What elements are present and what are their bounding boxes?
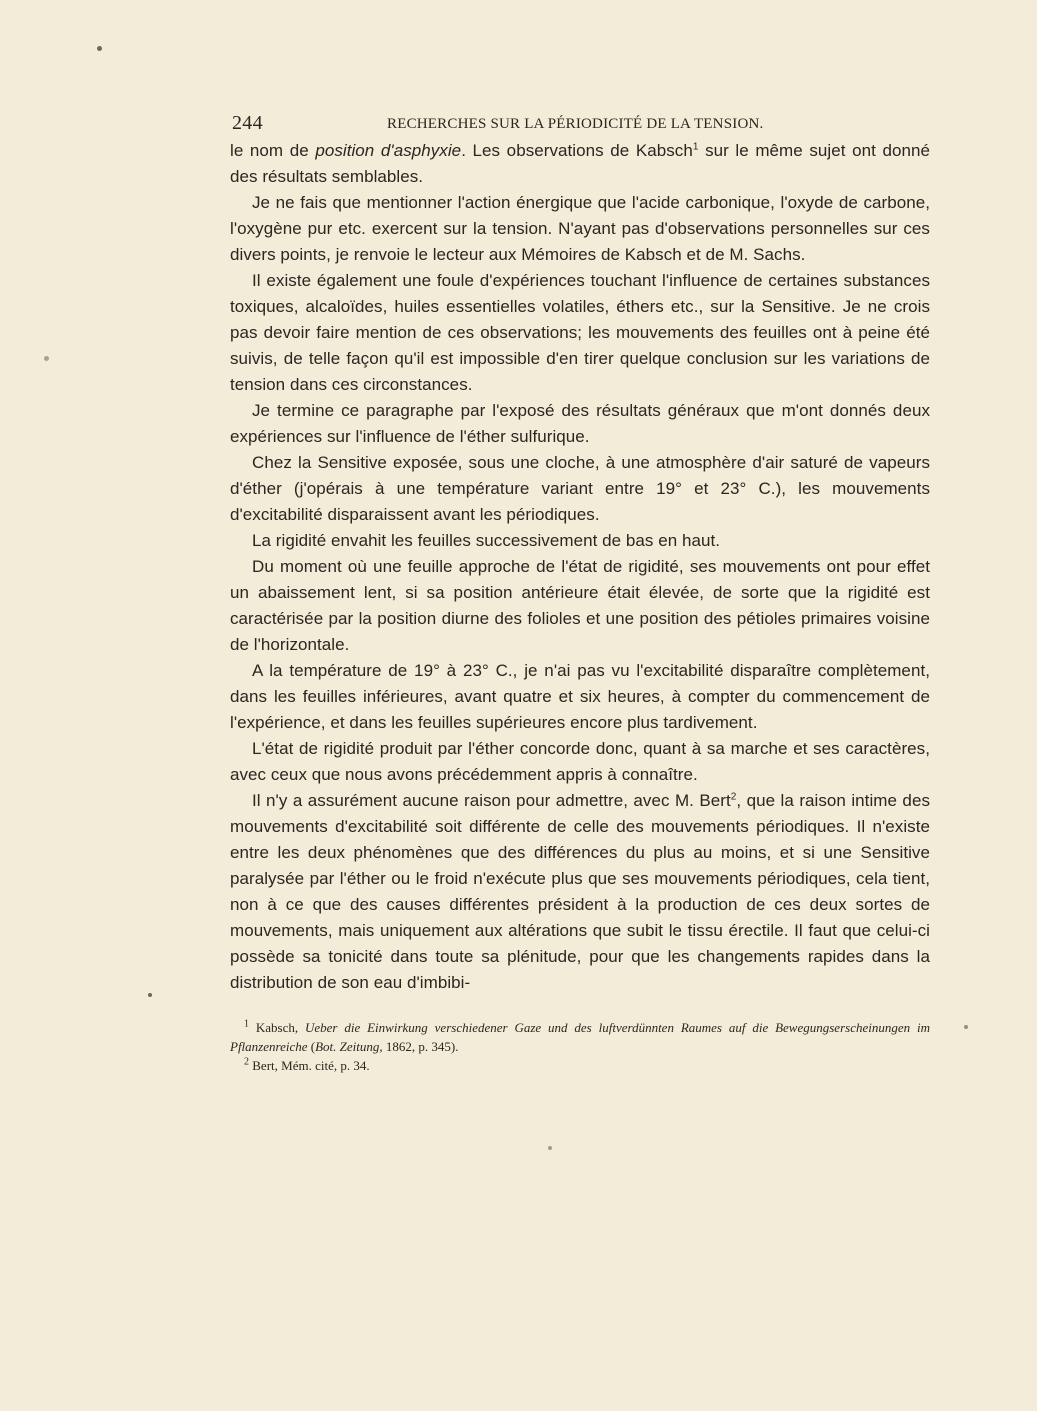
scan-speck xyxy=(97,46,102,51)
running-title: RECHERCHES SUR LA PÉRIODICITÉ DE LA TENSION. xyxy=(387,116,764,132)
italic-term: position d'asphyxie xyxy=(315,141,462,160)
paragraph-1 xyxy=(230,138,930,190)
text-run: 1862, p. 345). xyxy=(382,1039,459,1054)
book-page xyxy=(230,112,930,1075)
text-run: Il n'y a assurément aucune raison pour admettre, avec M. Bert xyxy=(252,791,731,810)
text-run: Bert, Mém. cité, p. 34. xyxy=(249,1058,370,1073)
text-run: le nom de xyxy=(230,141,316,160)
footnotes xyxy=(230,1018,930,1075)
paragraph-3: Il existe également une foule d'expériences touchant l'influence de certaines substances toxiques, alcaloïdes, huiles essentielles volatiles, éthers etc., sur la Sensitive. Je ne crois pas devoir faire mention de ces observations; les mouvements des feuilles ont à peine été suivis, de telle façon qu'il est impossible d'en tirer quelque conclusion sur les variations de tension dans ces circonstances. xyxy=(230,271,930,394)
text-run: sur le même sujet ont donné des résultats semblables. xyxy=(230,141,930,186)
italic-title: Ueber die Einwirkung verschiedener Gaze und des luftverdünnten Raumes auf die Bewegungserscheinungen im Pflanzenreiche xyxy=(230,1020,930,1054)
running-header xyxy=(230,112,930,138)
scan-speck xyxy=(548,1146,552,1150)
scan-speck xyxy=(964,1025,968,1029)
paragraph-7: Du moment où une feuille approche de l'état de rigidité, ses mouvements ont pour effet un abaissement lent, si sa position antérieure était élevée, de sorte que la rigidité est caractérisée par la position diurne des folioles et une position des pétioles primaires voisine de l'horizontale. xyxy=(230,557,930,654)
main-text xyxy=(230,138,930,996)
footnote-2 xyxy=(230,1056,930,1075)
footnote-marker: 1 xyxy=(244,1018,249,1030)
text-run: Kabsch, xyxy=(249,1020,305,1035)
paragraph-8: A la température de 19° à 23° C., je n'ai pas vu l'excitabilité disparaître complètement, dans les feuilles inférieures, avant quatre et six heures, à compter du commencement de l'expérience, et dans les feuilles supérieures encore plus tardivement. xyxy=(230,661,930,732)
paragraph-5: Chez la Sensitive exposée, sous une cloche, à une atmosphère d'air saturé de vapeurs d'éther (j'opérais à une température variant entre 19° et 23° C.), les mouvements d'excitabilité disparaissent avant les périodiques. xyxy=(230,453,930,524)
footnote-ref-1: 1 xyxy=(692,141,699,153)
page-number: 244 xyxy=(232,112,263,134)
scan-speck xyxy=(148,993,152,997)
paragraph-4: Je termine ce paragraphe par l'exposé des résultats généraux que m'ont donnés deux expériences sur l'influence de l'éther sulfurique. xyxy=(230,401,930,446)
paragraph-2: Je ne fais que mentionner l'action énergique que l'acide carbonique, l'oxyde de carbone, l'oxygène pur etc. exercent sur la tension. N'ayant pas d'observations personnelles sur ces divers points, je renvoie le lecteur aux Mémoires de Kabsch et de M. Sachs. xyxy=(230,193,930,264)
text-run: . Les observations de Kabsch xyxy=(461,141,693,160)
paragraph-10 xyxy=(230,788,930,996)
text-run: , que la raison intime des mouvements d'excitabilité soit différente de celle des mouvements périodiques. Il n'existe entre les deux phénomènes que des différences du plus au moins, et si une Sensitive paralysée par l'éther ou le froid n'exécute plus que ses mouvements périodiques, cela tient, non à ce que des causes différentes président à la production de ces deux sortes de mouvements, mais uniquement aux altérations que subit le tissu érectile. Il faut que celui-ci possède sa tonicité dans toute sa plénitude, pour que les changements rapides dans la distribution de son eau d'imbibi- xyxy=(230,791,930,992)
italic-journal: Bot. Zeitung, xyxy=(315,1039,383,1054)
text-run: ( xyxy=(307,1039,316,1054)
paragraph-6: La rigidité envahit les feuilles successivement de bas en haut. xyxy=(252,531,721,550)
paragraph-9: L'état de rigidité produit par l'éther concorde donc, quant à sa marche et ses caractères, avec ceux que nous avons précédemment appris à connaître. xyxy=(230,739,930,784)
footnote-1 xyxy=(230,1018,930,1056)
footnote-ref-2: 2 xyxy=(730,791,737,803)
footnote-marker: 2 xyxy=(244,1056,249,1068)
scan-speck xyxy=(44,356,49,361)
